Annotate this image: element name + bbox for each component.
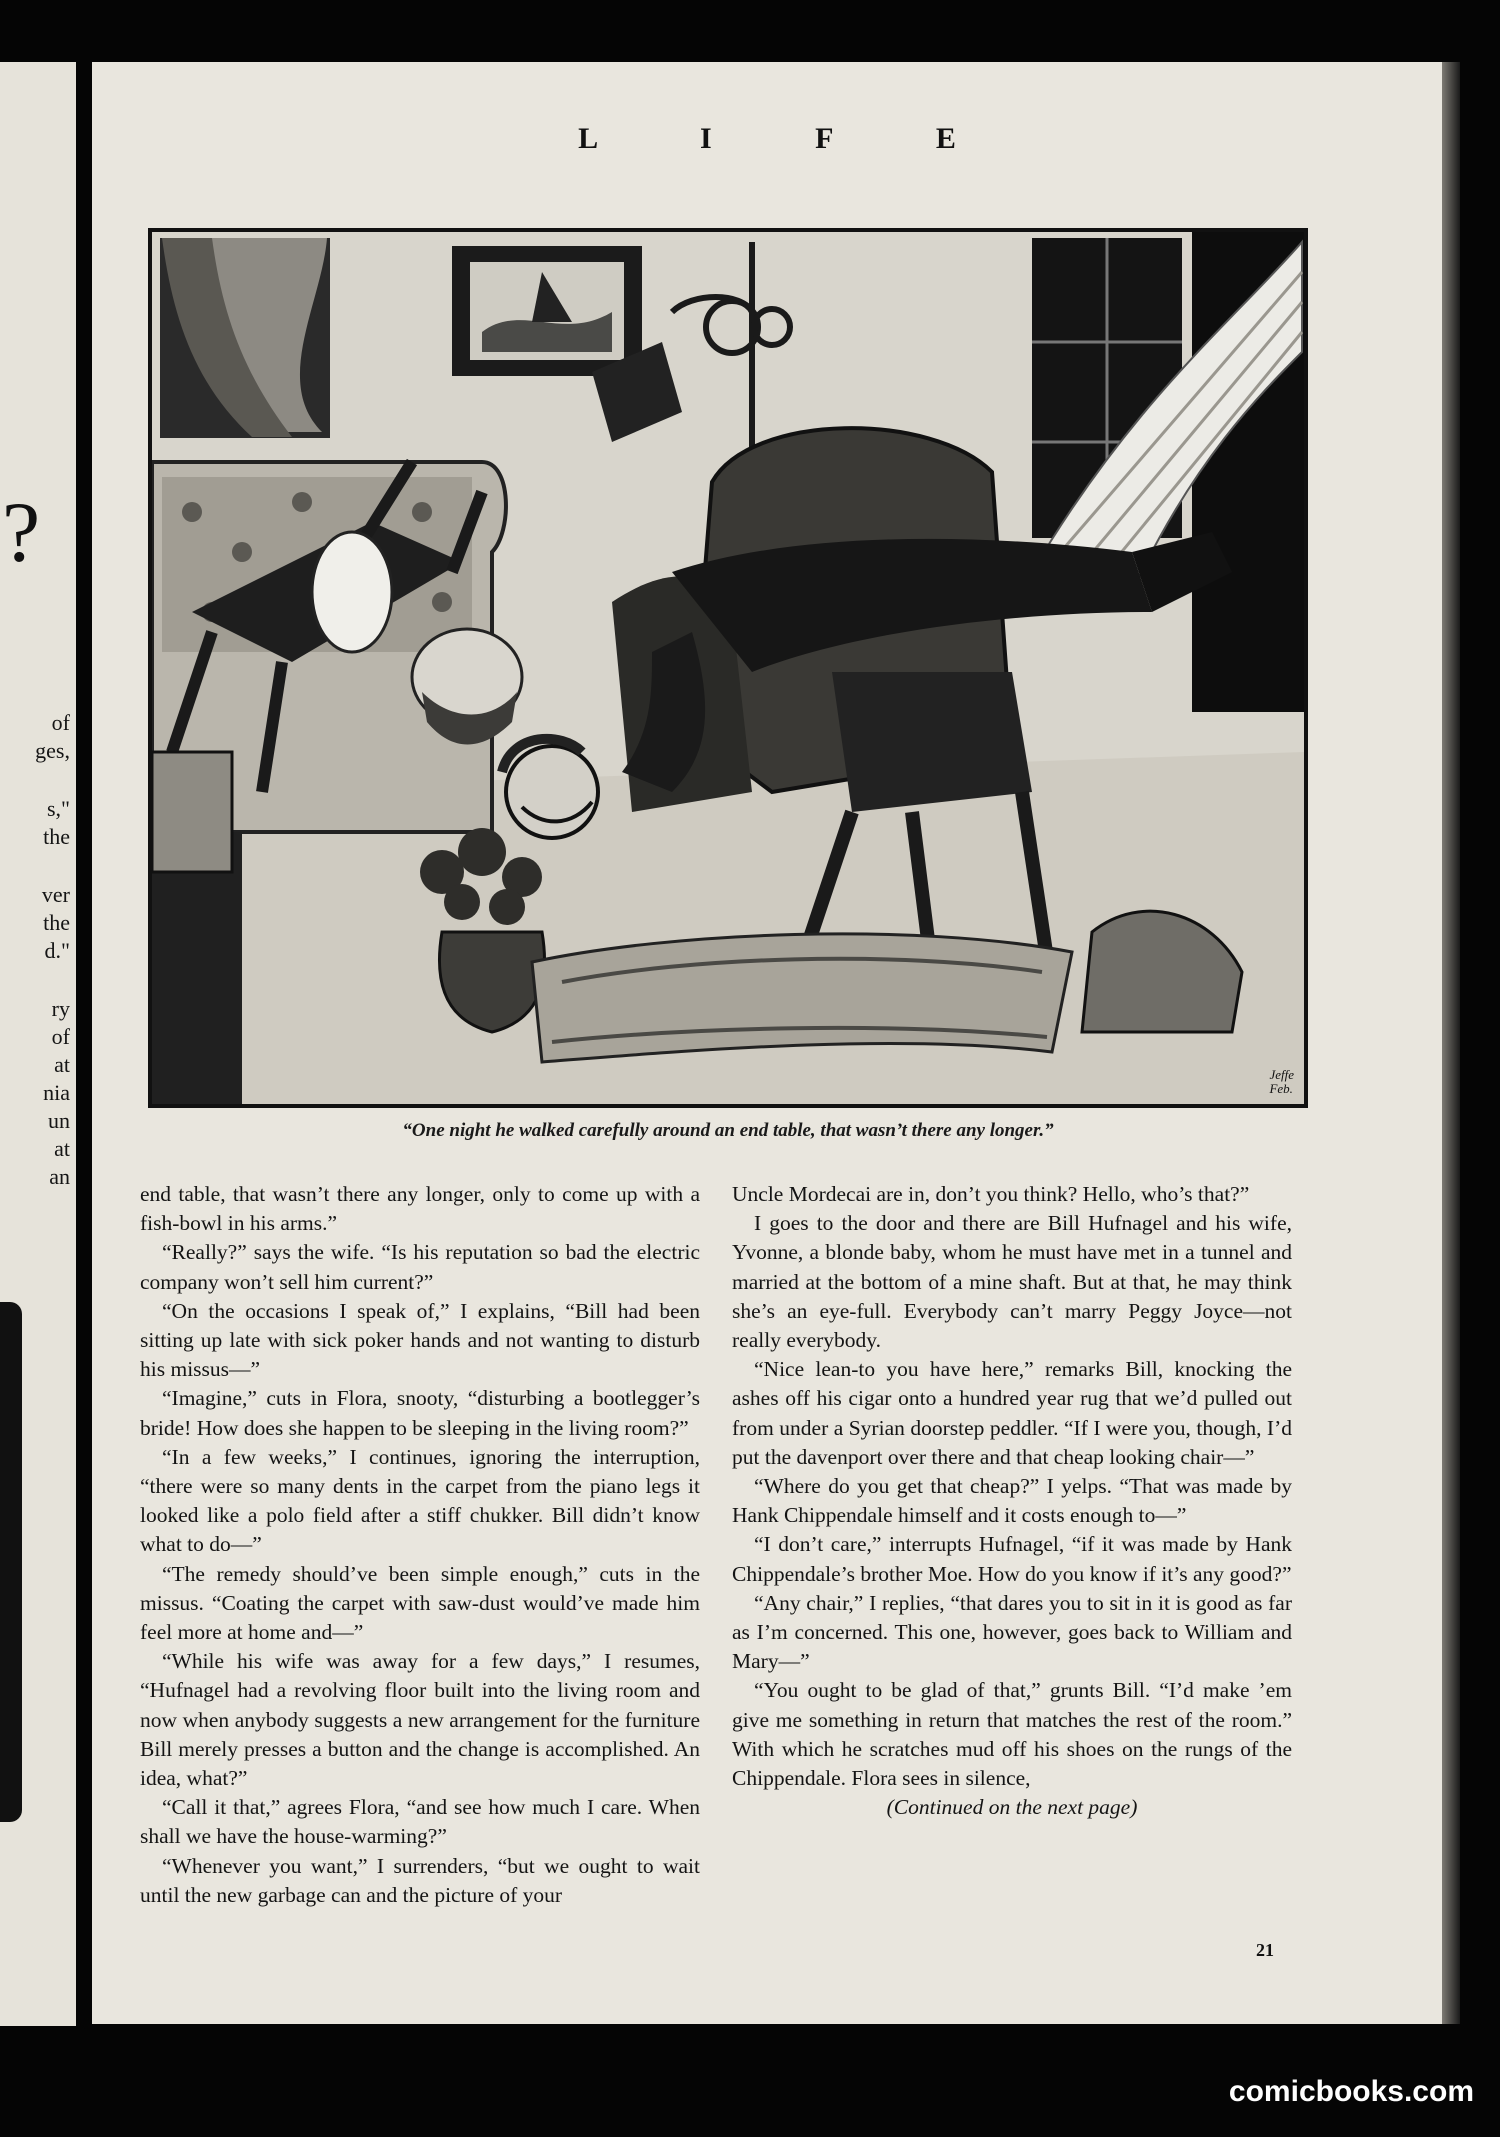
cartoon-illustration [148,228,1308,1108]
paragraph: “Nice lean-to you have here,” remarks Bill, knocking the ashes off his cigar onto a hundred year rug that we’d pulled out from under a Syrian doorstep peddler. “If I were you, though, I’d put the davenport over there and that cheap looking chair—” [732,1357,1292,1469]
text-column-right [732,1180,1292,1822]
left-page-fragment: un [48,1108,70,1133]
left-page-fragment: the [43,824,70,849]
paragraph: “I don’t care,” interrupts Hufnagel, “if it was made by Hank Chippendale’s brother Moe. How do you know if it’s any good?” [732,1532,1292,1586]
text-column-left [140,1180,700,1910]
paragraph: “Any chair,” I replies, “that dares you to sit in it is good as far as I’m concerned. This one, however, goes back to William and Mary—” [732,1590,1292,1674]
left-page-fragment: nia [43,1080,70,1105]
left-page-fragment: at [54,1052,70,1077]
paragraph: “The remedy should’ve been simple enough,” cuts in the missus. “Coating the carpet with saw-dust would’ve made him feel more at home and—” [140,1561,700,1645]
paragraph: “On the occasions I speak of,” I explains, “Bill had been sitting up late with sick poker hands and not wanting to disturb his missus—” [140,1298,700,1382]
magazine-page [92,62,1442,2024]
paragraph: end table, that wasn’t there any longer, only to come up with a fish-bowl in his arms.” [140,1182,700,1236]
left-page-fragment: ry [51,996,70,1021]
paragraph: “You ought to be glad of that,” grunts Bill. “I’d make ’em give me something in return that matches the rest of the room.” With which he scratches mud off his shoes on the rungs of the Chippendale. Flora sees in silence, [732,1678,1292,1791]
masthead: L I F E [578,122,1004,155]
page-edge-shadow [1442,62,1460,2024]
cartoon-drawing [152,232,1304,1104]
left-page-fragment: ges, [35,738,70,763]
page-number: 21 [1256,1940,1274,1960]
paragraph: “Whenever you want,” I surrenders, “but we ought to wait until the new garbage can and the picture of your [140,1853,700,1907]
left-page-fragment: the [43,910,70,935]
paragraph: I goes to the door and there are Bill Hufnagel and his wife, Yvonne, a blonde baby, whom he must have met in a tunnel and married at the bottom of a mine shaft. But at that, he may think she’s an eye-full. Everybody can’t marry Peggy Joyce—not really everybody. [732,1211,1292,1353]
paragraph: “While his wife was away for a few days,” I resumes, “Hufnagel had a revolving floor built into the living room and now when anybody suggests a new arrangement for the furniture Bill merely presses a button and the change is accomplished. An idea, what?” [140,1649,700,1791]
left-page-fragment: d." [44,938,70,963]
left-page-fragment: of [51,1024,70,1049]
continued-notice: (Continued on the next page) [886,1795,1138,1820]
paragraph: “Really?” says the wife. “Is his reputation so bad the electric company won’t sell him current?” [140,1240,700,1294]
watermark: comicbooks.com [1228,2075,1474,2108]
paragraph: “Call it that,” agrees Flora, “and see how much I care. When shall we have the house-warming?” [140,1795,700,1849]
left-page-fragment: at [54,1136,70,1161]
paragraph: Uncle Mordecai are in, don’t you think? Hello, who’s that?” [732,1182,1250,1206]
left-facing-page [0,62,76,2026]
left-page-question-mark: ? [2,484,41,580]
paragraph: “Where do you get that cheap?” I yelps. “That was made by Hank Chippendale himself and it costs enough to—” [732,1474,1292,1528]
left-page-fragment: of [51,710,70,735]
left-page-illustration-fragment [0,1302,22,1822]
artist-signature: Jeffe Feb. [1269,1067,1294,1096]
left-page-fragment: ver [41,882,70,907]
paragraph: “In a few weeks,” I continues, ignoring the interruption, “there were so many dents in the carpet from the piano legs it looked like a polo field after a stiff chukker. Bill didn’t know what to do—” [140,1444,700,1557]
left-page-fragment: s," [46,796,70,821]
paragraph: “Imagine,” cuts in Flora, snooty, “disturbing a bootlegger’s bride! How does she happen to be sleeping in the living room?” [140,1386,700,1440]
left-page-fragment: an [49,1164,70,1189]
illustration-caption: “One night he walked carefully around an end table, that wasn’t there any longer.” [402,1120,1054,1141]
